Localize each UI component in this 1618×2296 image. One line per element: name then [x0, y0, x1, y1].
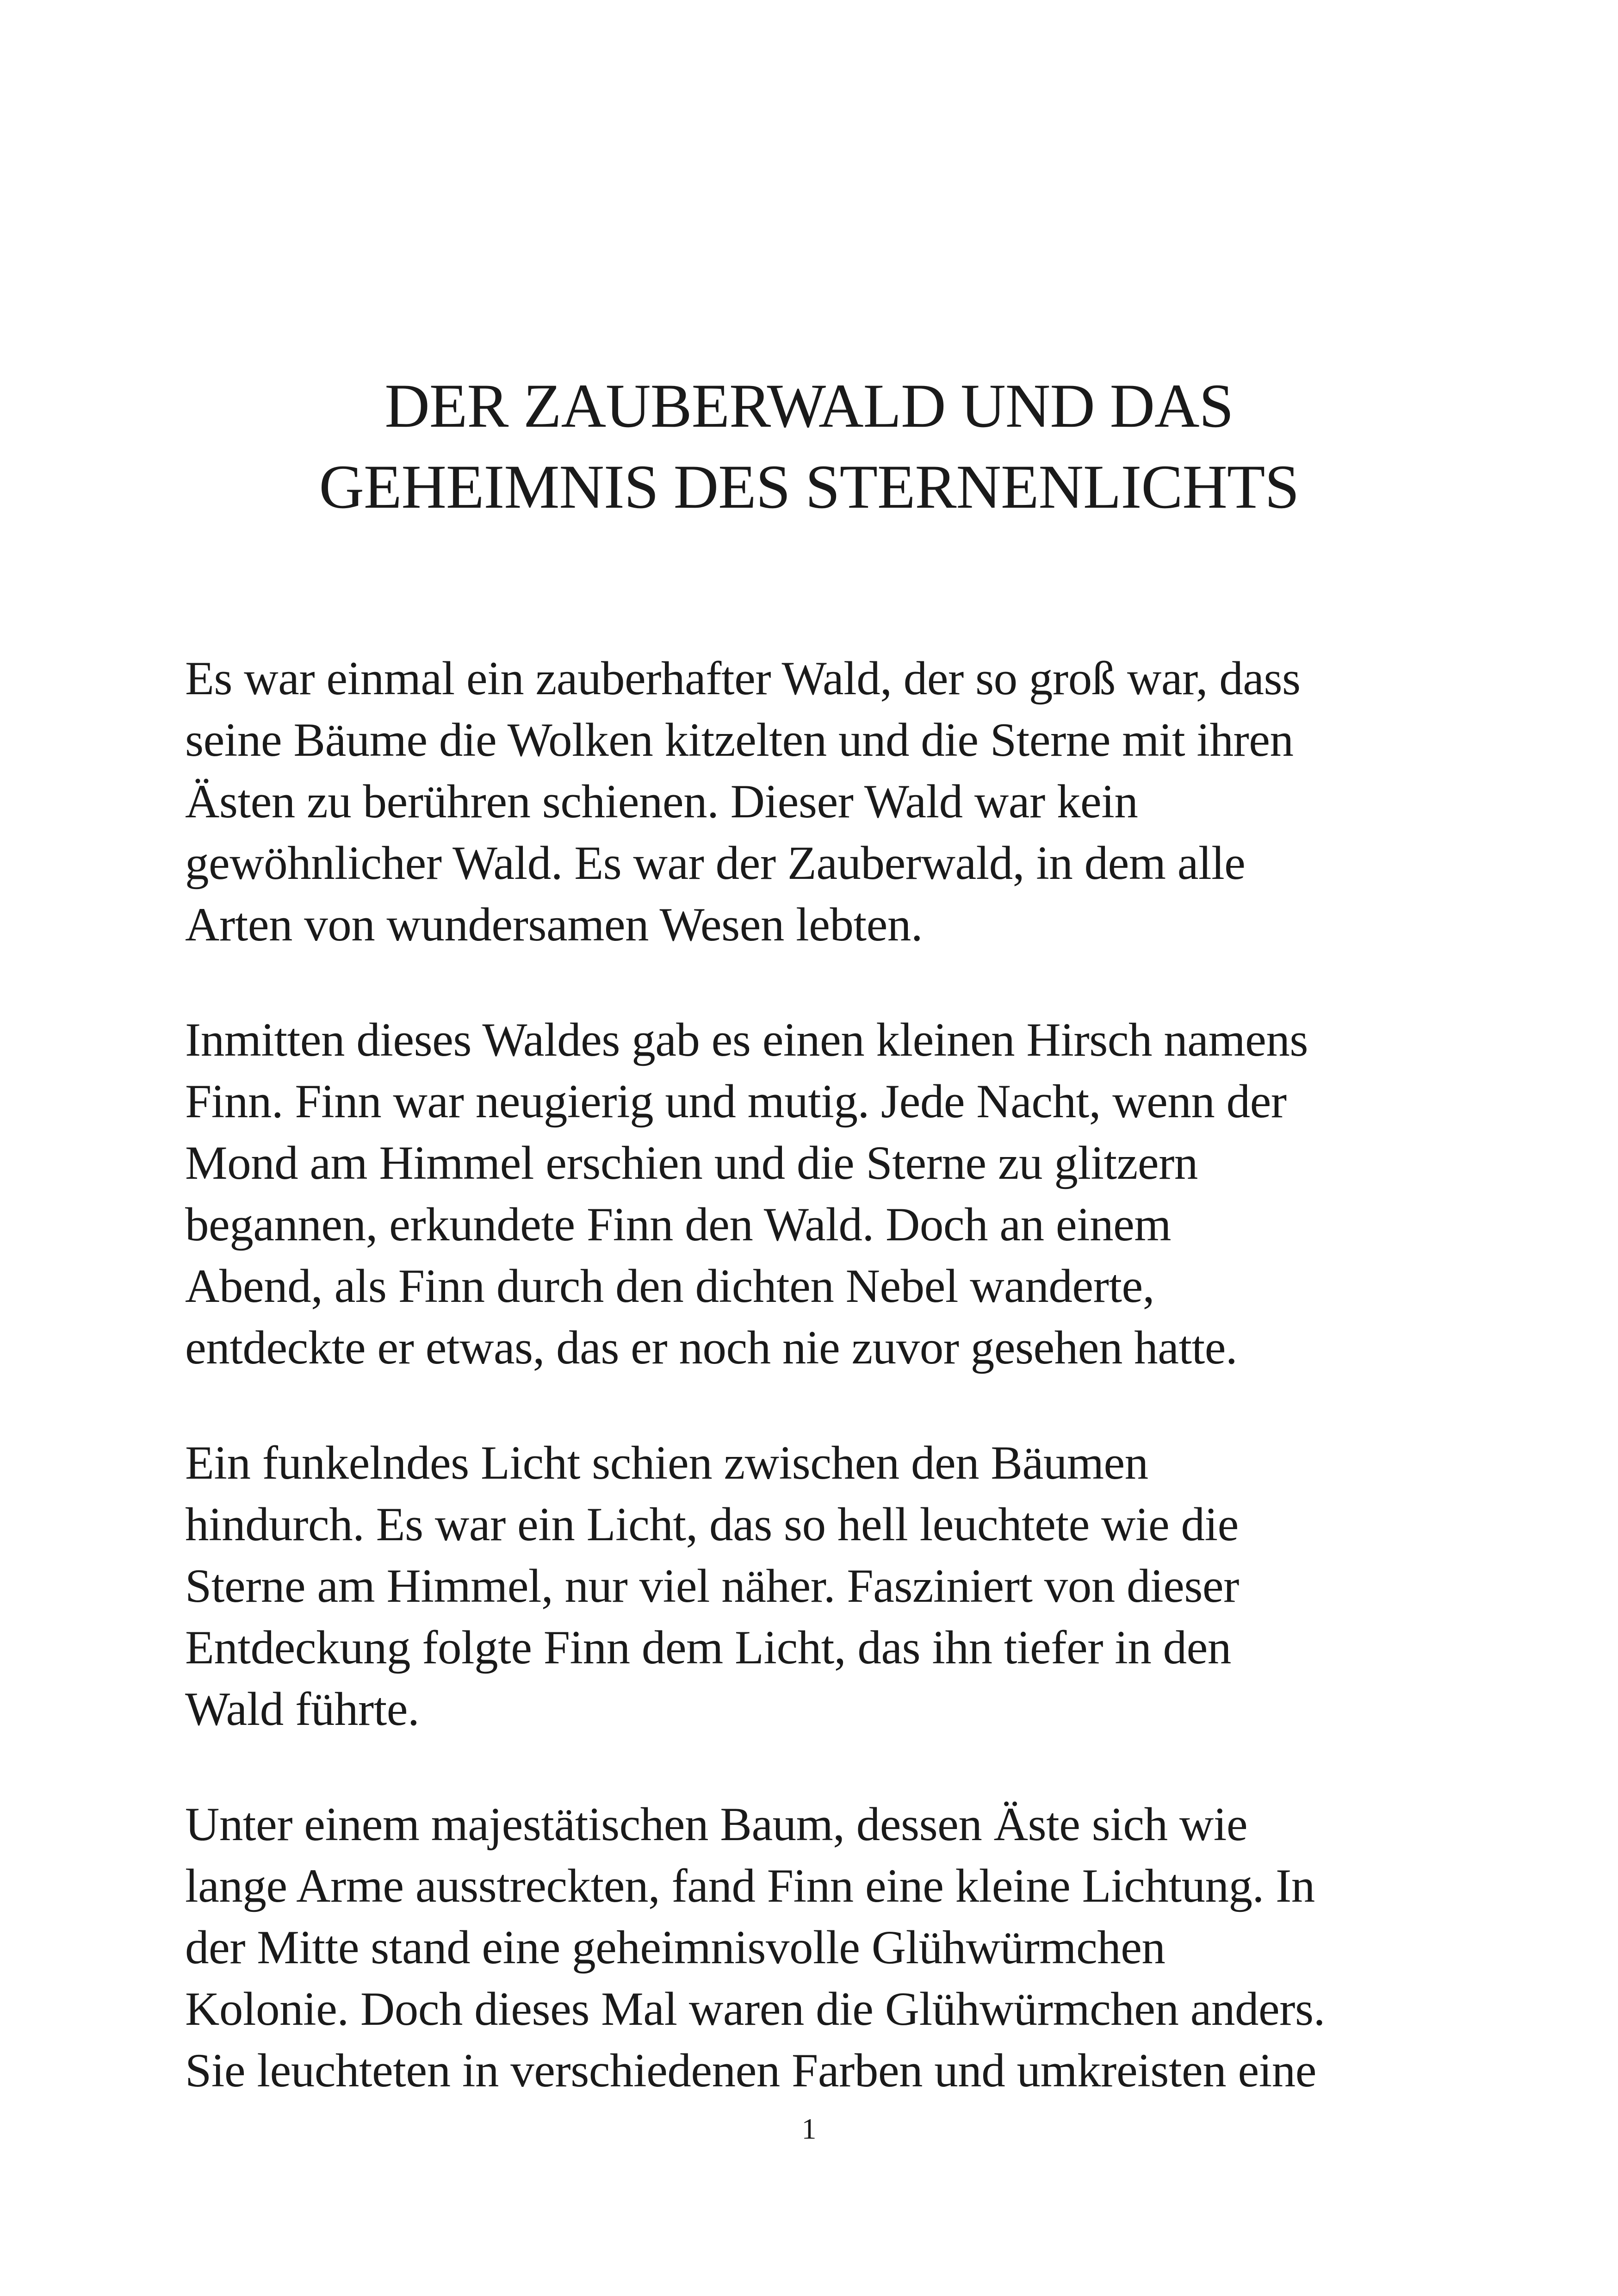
text-line: der Mitte stand eine geheimnisvolle Glühwürmchen — [185, 1921, 1165, 1974]
text-line: seine Bäume die Wolken kitzelten und die Sterne mit ihren — [185, 714, 1294, 766]
title-line: GEHEIMNIS DES STERNENLICHTS — [319, 453, 1299, 522]
text-line: Arten von wundersamen Wesen lebten. — [185, 898, 923, 951]
text-line: Ästen zu berühren schienen. Dieser Wald war kein — [185, 775, 1138, 828]
document-title — [185, 366, 1433, 528]
paragraph-2 — [185, 1009, 1471, 1379]
text-line: lange Arme ausstreckten, fand Finn eine kleine Lichtung. In — [185, 1860, 1315, 1912]
text-line: Es war einmal ein zauberhafter Wald, der so groß war, dass — [185, 652, 1301, 705]
text-line: Inmitten dieses Waldes gab es einen kleinen Hirsch namens — [185, 1014, 1308, 1066]
text-line: Unter einem majestätischen Baum, dessen Äste sich wie — [185, 1798, 1248, 1851]
text-line: Abend, als Finn durch den dichten Nebel wanderte, — [185, 1260, 1154, 1313]
text-line: gewöhnlicher Wald. Es war der Zauberwald, in dem alle — [185, 837, 1246, 890]
page-number: 1 — [801, 2112, 817, 2145]
text-line: hindurch. Es war ein Licht, das so hell leuchtete wie die — [185, 1498, 1239, 1551]
paragraph-1 — [185, 648, 1471, 956]
text-line: begannen, erkundete Finn den Wald. Doch an einem — [185, 1198, 1172, 1251]
text-line: Ein funkelndes Licht schien zwischen den Bäumen — [185, 1437, 1148, 1489]
text-line: Finn. Finn war neugierig und mutig. Jede Nacht, wenn der — [185, 1075, 1287, 1128]
paragraph-3 — [185, 1432, 1471, 1740]
text-line: Kolonie. Doch dieses Mal waren die Glühwürmchen anders. — [185, 1983, 1325, 2035]
paragraph-4 — [185, 1794, 1471, 2102]
text-line: Mond am Himmel erschien und die Sterne zu glitzern — [185, 1137, 1198, 1189]
text-line: Sterne am Himmel, nur viel näher. Fasziniert von dieser — [185, 1560, 1239, 1612]
text-line: Entdeckung folgte Finn dem Licht, das ihn tiefer in den — [185, 1621, 1231, 1674]
text-line: entdeckte er etwas, das er noch nie zuvor gesehen hatte. — [185, 1321, 1238, 1374]
text-line: Wald führte. — [185, 1683, 420, 1736]
text-line: Sie leuchteten in verschiedenen Farben und umkreisten eine — [185, 2044, 1317, 2097]
story-body — [185, 648, 1471, 2155]
title-line: DER ZAUBERWALD UND DAS — [384, 372, 1234, 441]
